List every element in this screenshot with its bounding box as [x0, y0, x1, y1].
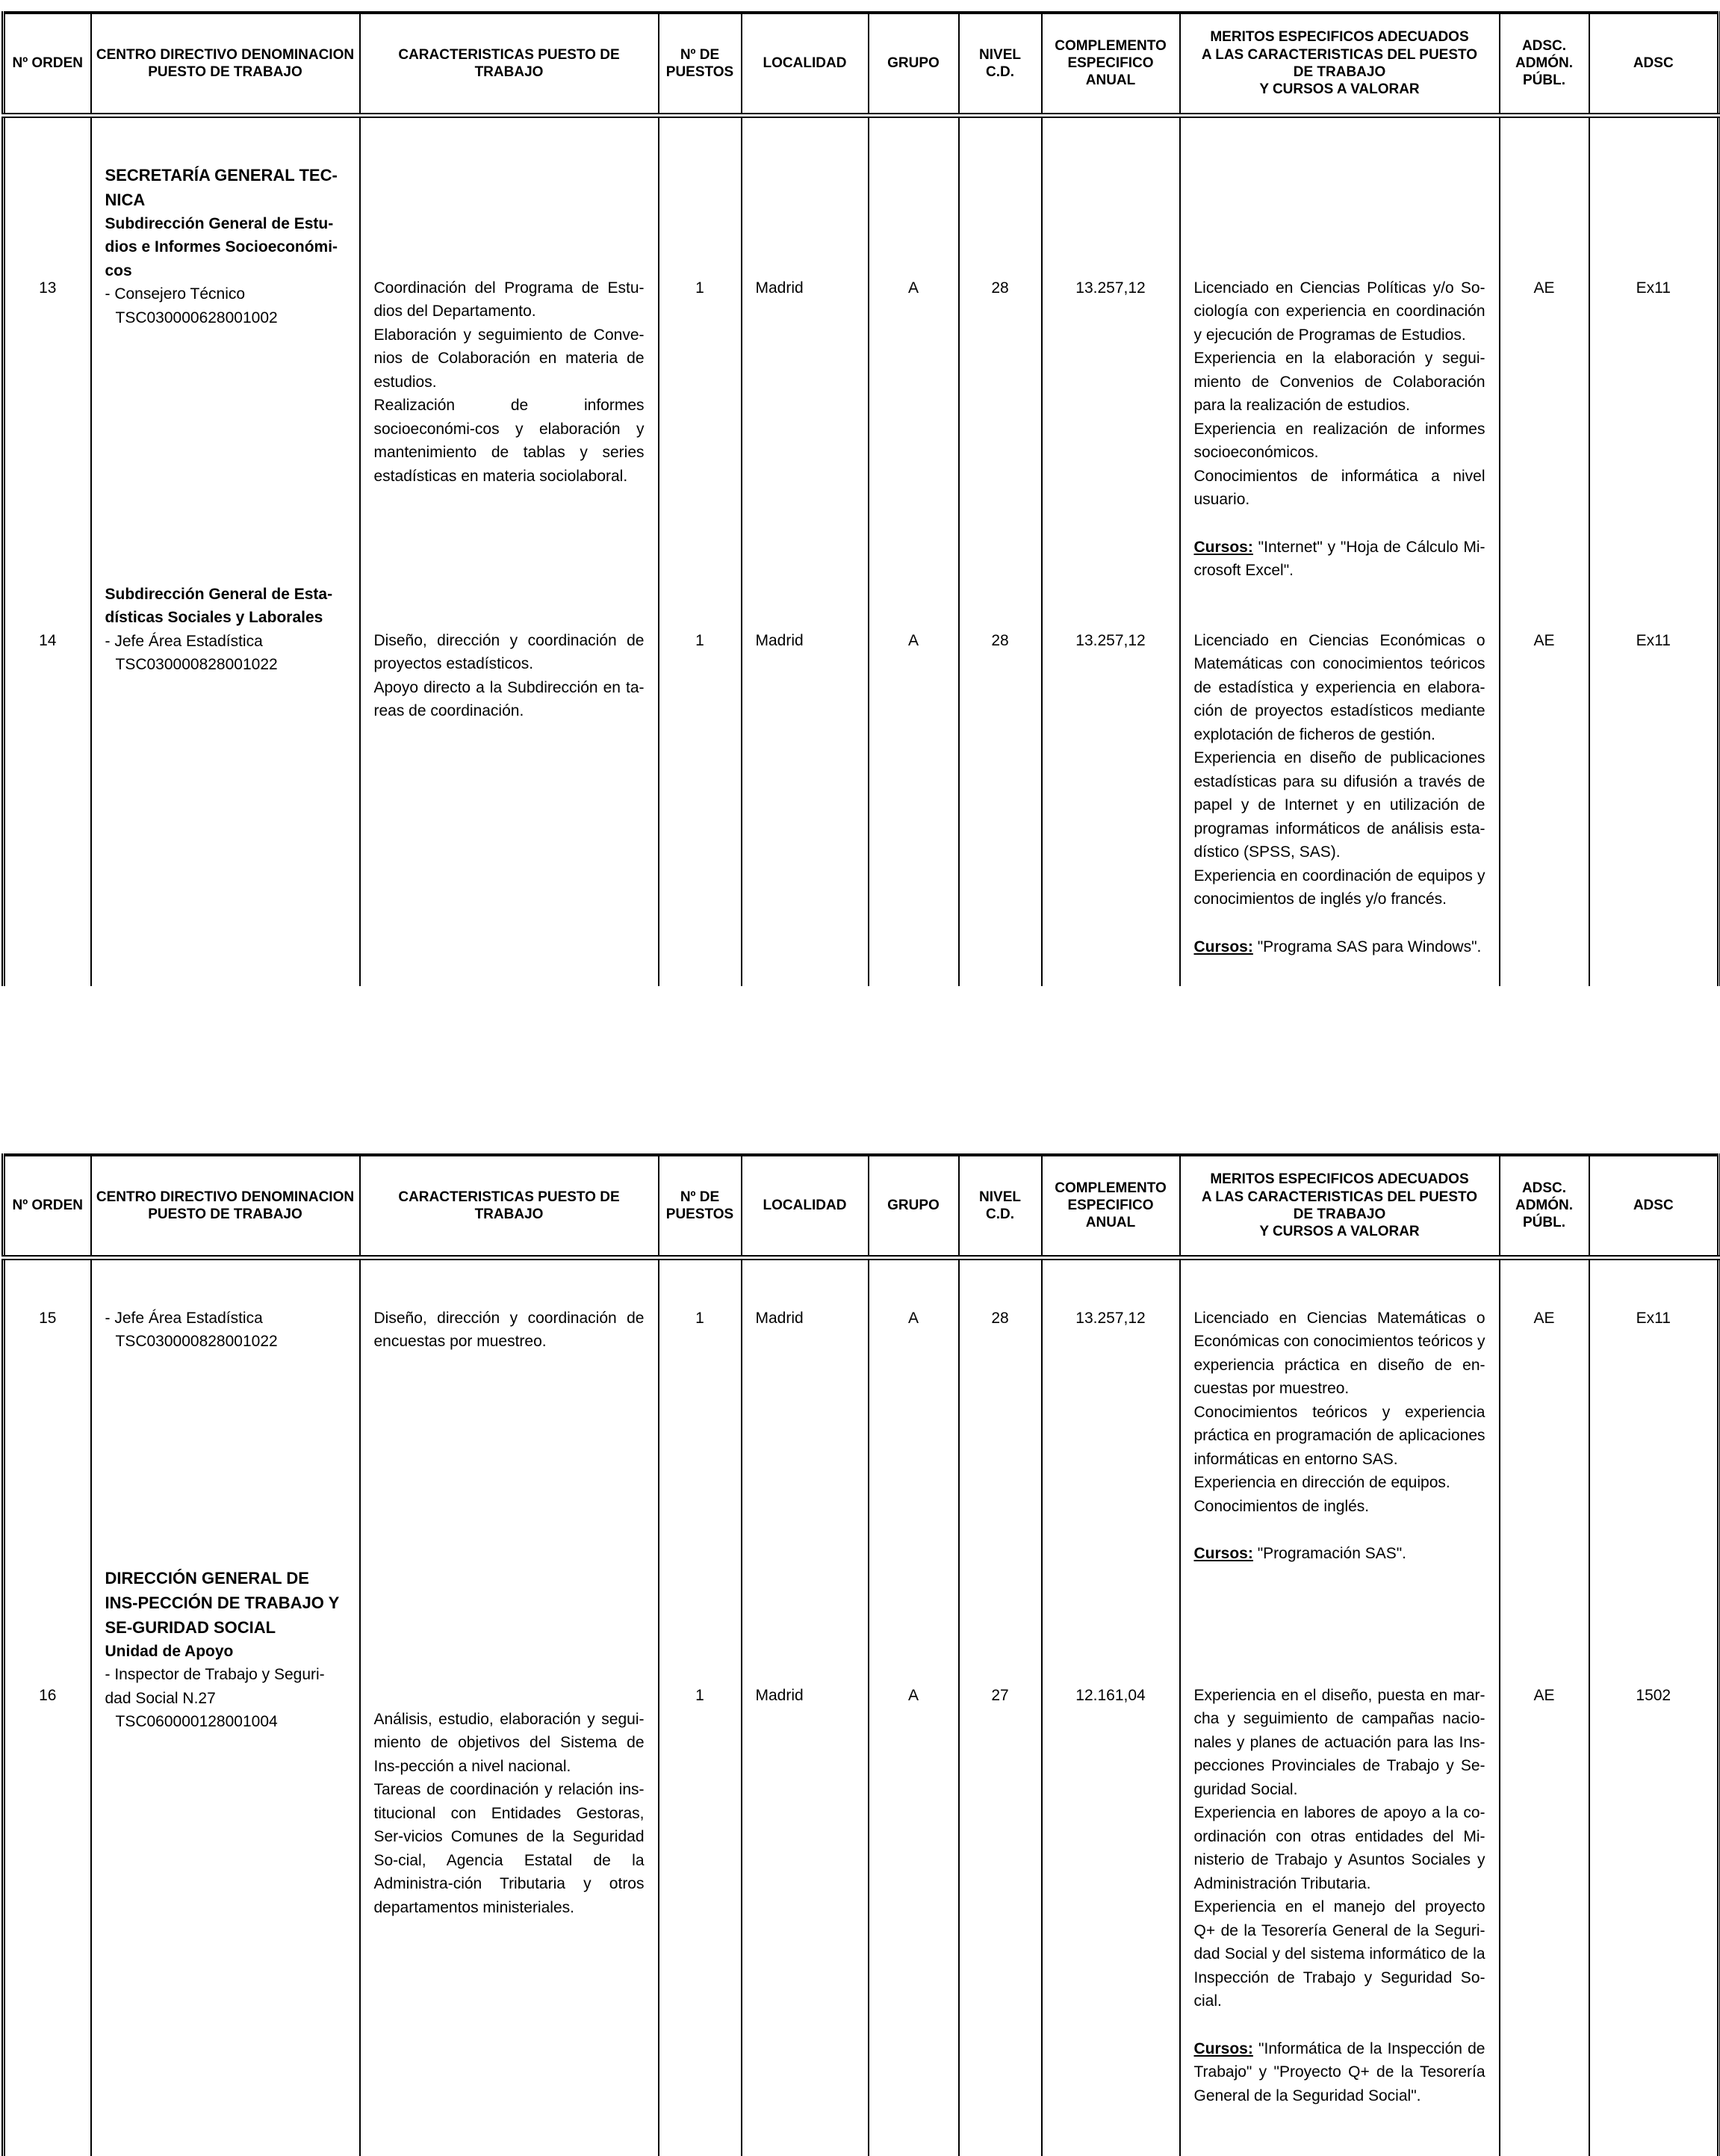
- caracteristica-line: Realización de informes socioeconómi-cos y elaboración y mantenimiento de tablas y series estadísticas en materia sociolaboral.: [373, 397, 645, 485]
- cursos-text: "Internet" y "Hoja de Cálculo Mi-crosoft Excel".: [1193, 538, 1485, 579]
- cell-meritos: [1180, 583, 1500, 986]
- header-meritos: [1180, 1155, 1500, 1257]
- cell-grupo: A: [869, 583, 959, 986]
- header-grupo: GRUPO: [869, 1155, 959, 1257]
- cell-complemento: 13.257,12: [1042, 583, 1180, 986]
- header-meritos-line-3: DE TRABAJO: [1293, 1206, 1386, 1222]
- puesto-codigo: TSC060000128001004: [115, 1713, 278, 1730]
- cursos-text: "Programación SAS".: [1252, 1545, 1407, 1562]
- table-row-13: [4, 115, 1719, 583]
- header-grupo: GRUPO: [869, 13, 959, 115]
- merito-line: Experiencia en labores de apoyo a la co-ordinación con otras entidades del Mi-nisterio de Trabajo y Asuntos Sociales y Administración Tributaria.: [1193, 1804, 1485, 1892]
- cell-puestos: 1: [659, 115, 742, 583]
- header-nivel: NIVEL C.D.: [959, 13, 1042, 115]
- cell-meritos: [1180, 115, 1500, 583]
- header-meritos-line-2: A LAS CARACTERISTICAS DEL PUESTO: [1201, 1189, 1478, 1205]
- cell-orden: 13: [4, 115, 91, 583]
- spacer: [1194, 512, 1485, 536]
- header-row: [4, 1155, 1719, 1257]
- cell-complemento: 13.257,12: [1042, 1257, 1180, 1566]
- cursos-label: Cursos:: [1193, 1545, 1253, 1562]
- cell-caracteristicas: [360, 1566, 659, 2156]
- header-adsc-admon: ADSC. ADMÓN. PÚBL.: [1500, 1155, 1589, 1257]
- merito-line: Licenciado en Ciencias Políticas y/o So-ciología con experiencia en coordinación y ejecución de Programas de Estudios.: [1193, 279, 1485, 344]
- caracteristica-line: Diseño, dirección y coordinación de proyectos estadísticos.: [373, 631, 645, 672]
- table-row-14: [4, 583, 1719, 986]
- header-orden: Nº ORDEN: [4, 1155, 91, 1257]
- header-caracteristicas: CARACTERISTICAS PUESTO DE TRABAJO: [360, 1155, 659, 1257]
- cell-complemento: 13.257,12: [1042, 115, 1180, 583]
- cell-nivel: 27: [959, 1566, 1042, 2156]
- header-orden: Nº ORDEN: [4, 13, 91, 115]
- header-complemento: COMPLEMENTO ESPECIFICO ANUAL: [1042, 13, 1180, 115]
- caracteristica-line: Coordinación del Programa de Estu-dios del Departamento.: [373, 279, 645, 320]
- cell-puestos: 1: [659, 1566, 742, 2156]
- header-meritos: [1180, 13, 1500, 115]
- table-block-2: [0, 1153, 1720, 2156]
- cell-adsc-admon: AE: [1500, 115, 1589, 583]
- centro-directivo-title: DIRECCIÓN GENERAL DE INS-PECCIÓN DE TRABAJO Y SE-GURIDAD SOCIAL: [105, 1568, 339, 1637]
- puestos-table-2: [1, 1153, 1720, 2156]
- cell-centro: [91, 583, 360, 986]
- header-nivel: NIVEL C.D.: [959, 1155, 1042, 1257]
- centro-directivo-title: SECRETARÍA GENERAL TEC-NICA: [105, 165, 338, 209]
- cell-adsc-admon: AE: [1500, 1566, 1589, 2156]
- header-meritos-line-1: MERITOS ESPECIFICOS ADECUADOS: [1210, 1171, 1469, 1188]
- caracteristica-line: Apoyo directo a la Subdirección en ta-reas de coordinación.: [373, 678, 645, 719]
- cell-adsc-admon: AE: [1500, 583, 1589, 986]
- cell-localidad: Madrid: [742, 1257, 869, 1566]
- cell-caracteristicas: [360, 115, 659, 583]
- cell-puestos: 1: [659, 583, 742, 986]
- merito-line: Experiencia en diseño de publicaciones estadísticas para su difusión a través de papel y de Internet y en utilización de programas informáticos de análisis esta-dístico (SPSS, SAS).: [1193, 749, 1485, 861]
- header-localidad: LOCALIDAD: [742, 1155, 869, 1257]
- table-block-1: [0, 11, 1720, 986]
- merito-line: Conocimientos de informática a nivel usuario.: [1193, 467, 1485, 508]
- merito-line: Experiencia en el manejo del proyecto Q+ de la Tesorería General de la Seguri-dad Social y del sistema informático de la Inspección de Trabajo y Seguridad So-cial.: [1193, 1898, 1485, 2010]
- caracteristica-line: Elaboración y seguimiento de Conve-nios de Colaboración en materia de estudios.: [373, 326, 645, 391]
- table-row-15: [4, 1257, 1719, 1566]
- merito-line: Licenciado en Ciencias Económicas o Matemáticas con conocimientos teóricos de estadística y experiencia en elabora-ción de proyectos estadísticos mediante explotación de ficheros de gestión.: [1193, 631, 1485, 743]
- merito-line: Experiencia en dirección de equipos.: [1193, 1474, 1450, 1491]
- subdireccion-title: Subdirección General de Estu-dios e Informes Socioeconómi-cos: [105, 214, 338, 279]
- cursos-line: [1194, 2037, 1485, 2108]
- merito-line: Experiencia en la elaboración y segui-miento de Convenios de Colaboración para la realización de estudios.: [1193, 350, 1485, 414]
- merito-line: Conocimientos de inglés.: [1193, 1497, 1370, 1515]
- merito-line: Experiencia en el diseño, puesta en mar-cha y seguimiento de campañas nacio-nales y planes de actuación para las Ins-pecciones Provinciales de Trabajo y Se-guridad Social.: [1193, 1686, 1485, 1798]
- cell-nivel: 28: [959, 115, 1042, 583]
- header-adsc: ADSC: [1589, 13, 1719, 115]
- cell-orden: 16: [4, 1566, 91, 2156]
- cell-meritos: [1180, 1257, 1500, 1566]
- header-meritos-line-4: Y CURSOS A VALORAR: [1259, 1223, 1420, 1239]
- cell-adsc-admon: AE: [1500, 1257, 1589, 1566]
- cell-adsc: Ex11: [1589, 583, 1719, 986]
- cell-grupo: A: [869, 115, 959, 583]
- header-adsc-admon: ADSC. ADMÓN. PÚBL.: [1500, 13, 1589, 115]
- caracteristica-line: Tareas de coordinación y relación ins-titucional con Entidades Gestoras, Ser-vicios Comunes de la Seguridad So-cial, Agencia Estatal de la Administra-ción Tributaria y otros departamentos ministeriales.: [373, 1781, 645, 1916]
- header-meritos-line-3: DE TRABAJO: [1293, 63, 1386, 80]
- cursos-label: Cursos:: [1193, 538, 1253, 556]
- cell-puestos: 1: [659, 1257, 742, 1566]
- cell-nivel: 28: [959, 1257, 1042, 1566]
- merito-line: Experiencia en coordinación de equipos y conocimientos de inglés y/o francés.: [1193, 867, 1485, 908]
- cell-localidad: Madrid: [742, 115, 869, 583]
- header-centro: CENTRO DIRECTIVO DENOMINACION PUESTO DE TRABAJO: [91, 13, 360, 115]
- header-row: [4, 13, 1719, 115]
- header-meritos-line-4: Y CURSOS A VALORAR: [1259, 81, 1420, 97]
- subdireccion-title: Subdirección General de Esta-dísticas Sociales y Laborales: [105, 585, 333, 626]
- header-caracteristicas: CARACTERISTICAS PUESTO DE TRABAJO: [360, 13, 659, 115]
- cell-caracteristicas: [360, 583, 659, 986]
- cursos-line: [1194, 935, 1485, 959]
- puesto-denominacion: - Jefe Área Estadística: [105, 1309, 263, 1327]
- cell-centro: [91, 1566, 360, 2156]
- merito-line: Licenciado en Ciencias Matemáticas o Económicas con conocimientos teóricos y experiencia práctica en diseño de en-cuestas por muestreo.: [1193, 1309, 1485, 1397]
- header-puestos: Nº DE PUESTOS: [659, 1155, 742, 1257]
- unidad-title: Unidad de Apoyo: [105, 1642, 234, 1660]
- puesto-codigo: TSC030000828001022: [115, 656, 278, 673]
- merito-line: Experiencia en realización de informes socioeconómicos.: [1193, 420, 1485, 461]
- cursos-text: "Programa SAS para Windows".: [1252, 938, 1482, 955]
- puestos-table-1: [1, 11, 1720, 986]
- header-meritos-line-2: A LAS CARACTERISTICAS DEL PUESTO: [1201, 46, 1478, 63]
- header-adsc: ADSC: [1589, 1155, 1719, 1257]
- cursos-line: [1194, 536, 1485, 583]
- spacer: [1194, 1518, 1485, 1542]
- cell-orden: 15: [4, 1257, 91, 1566]
- cell-adsc: 1502: [1589, 1566, 1719, 2156]
- cursos-line: [1194, 1542, 1485, 1566]
- cell-centro: [91, 1257, 360, 1566]
- cell-grupo: A: [869, 1566, 959, 2156]
- header-localidad: LOCALIDAD: [742, 13, 869, 115]
- cell-localidad: Madrid: [742, 1566, 869, 2156]
- cursos-text: "Informática de la Inspección de Trabajo" y "Proyecto Q+ de la Tesorería General de la Seguridad Social".: [1193, 2039, 1485, 2104]
- puesto-denominacion: - Consejero Técnico: [105, 285, 246, 303]
- cell-meritos: [1180, 1566, 1500, 2156]
- cell-adsc: Ex11: [1589, 1257, 1719, 1566]
- cursos-label: Cursos:: [1193, 2039, 1253, 2057]
- puesto-codigo: TSC030000828001022: [115, 1333, 278, 1350]
- puesto-codigo: TSC030000628001002: [115, 309, 278, 326]
- table-row-16: [4, 1566, 1719, 2156]
- cell-orden: 14: [4, 583, 91, 986]
- header-complemento: COMPLEMENTO ESPECIFICO ANUAL: [1042, 1155, 1180, 1257]
- puesto-denominacion: - Jefe Área Estadística: [105, 632, 263, 650]
- caracteristica-line: Análisis, estudio, elaboración y segui-miento de objetivos del Sistema de Ins-pección a nivel nacional.: [373, 1710, 645, 1775]
- cursos-label: Cursos:: [1193, 938, 1253, 955]
- header-centro: CENTRO DIRECTIVO DENOMINACION PUESTO DE TRABAJO: [91, 1155, 360, 1257]
- header-puestos: Nº DE PUESTOS: [659, 13, 742, 115]
- cell-grupo: A: [869, 1257, 959, 1566]
- cell-centro: [91, 115, 360, 583]
- header-meritos-line-1: MERITOS ESPECIFICOS ADECUADOS: [1210, 29, 1469, 46]
- cell-caracteristicas: [360, 1257, 659, 1566]
- spacer: [1194, 911, 1485, 935]
- cell-nivel: 28: [959, 583, 1042, 986]
- puesto-denominacion: - Inspector de Trabajo y Seguri-dad Social N.27: [105, 1666, 325, 1707]
- cell-complemento: 12.161,04: [1042, 1566, 1180, 2156]
- cell-adsc: Ex11: [1589, 115, 1719, 583]
- cell-localidad: Madrid: [742, 583, 869, 986]
- caracteristica-line: Diseño, dirección y coordinación de encuestas por muestreo.: [373, 1309, 645, 1350]
- spacer: [1194, 2013, 1485, 2037]
- merito-line: Conocimientos teóricos y experiencia práctica en programación de aplicaciones informáticas en entorno SAS.: [1193, 1403, 1485, 1468]
